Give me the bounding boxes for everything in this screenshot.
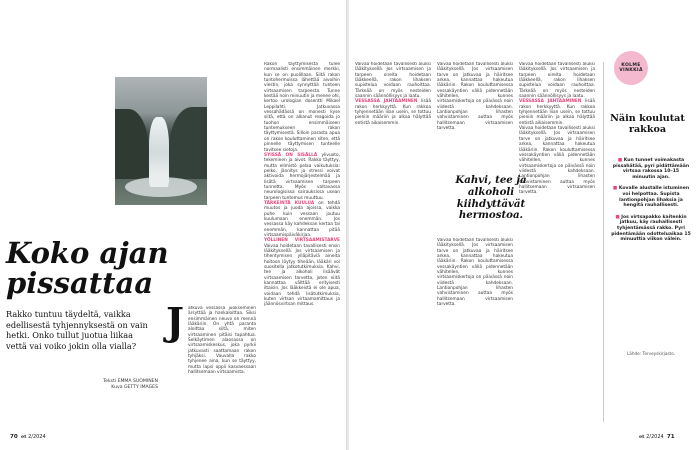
photo-cliff-right — [169, 107, 207, 179]
body-column-5 — [519, 62, 595, 416]
photo-cliff-left — [115, 109, 149, 179]
body-paragraph: on tehdä muutos ja juoda ajoissa, vaikka puhe kuin vessaan joutuu kuulumaan enemmän. Jos vessassa käy kahdeksan kertaa tai enemmän, kannattaa pitää virtsaamispäiväkirjaa. — [264, 200, 340, 238]
body-column-3 — [355, 62, 431, 416]
bullet-icon: ■ — [617, 158, 624, 163]
tip-text: Kun tunnet voimakasta pissahätää, pyri pidättämään virtsaa rakossa 10–15 minuutin ajan. — [612, 158, 690, 180]
page-number: 70 — [10, 434, 18, 440]
drop-cap: J — [166, 299, 184, 344]
body-column-1-top — [188, 306, 256, 402]
tip-item — [611, 215, 691, 243]
body-column-4-bottom — [437, 238, 513, 416]
body-paragraph: lisää rakon herkkyyttä. Kun rakkoa tyhjennetään liian usein, se tottuu pieniin määriin ja alkaa hälyttää entistä aikaisemmin. — [355, 99, 431, 126]
page-number: 71 — [666, 434, 675, 440]
body-paragraph: lisää rakon herkkyyttä. Kun rakkoa tyhjennetään liian usein, se tottuu pieniin määriin ja alkaa hälyttää entistä aikaisemmin. — [519, 99, 595, 126]
section-kicker: YÖLLINEN VIRTSAAMISTARVE — [264, 238, 340, 244]
tip-item — [611, 158, 691, 180]
magazine-name: et — [20, 434, 27, 440]
left-footer — [10, 434, 46, 440]
issue-number: 2/2024 — [646, 434, 664, 440]
body-paragraph: atkuva vessassa juokseminen ärsyttää ja hankaloittaa. Siksi ensimmäinen neuvo on mennä lääkäriin. On yhtä paranta aloittaa siitä, miten virtsaaminen pitäisi tapahtua. Selkäytimen alaosassa on virtsaamiskeskus, joka pyrkii jatkuvasti saattamaan rakon tyhjäksi. Vauvalla rakko tyhjenee aina, kun se täyttyy, mutta lapsi oppii kasvaessaan hallitsemaan virtsaamista. — [188, 306, 256, 376]
tips-badge — [614, 51, 648, 85]
body-paragraph: ylivuoto, tekeminen ja aivot. Rakko täyttyy, mutta elimistö pelaa vaikutuksia: pelko, jännitys ja stressi voivat aktivoida hermojärjestelmää ja lisätä virtsaamisen tarpeen tunnetta. Myös valtavassa neurologisissa sairauksissa usean tarpeen tuntemus muuttuu. — [264, 152, 340, 201]
article-headline: Koko ajan pissattaa — [6, 236, 169, 300]
section-kicker: SYISSÄ ON SISÄLLÄ — [264, 152, 318, 158]
magazine-name: et — [639, 434, 645, 440]
sidebar-title: Näin koulutat rakkoa — [610, 113, 685, 135]
sidebar-divider — [603, 62, 604, 422]
article-credits — [78, 379, 158, 391]
photo-mist — [125, 177, 197, 197]
section-kicker: TÄRKEINTÄ KUULUA — [264, 200, 315, 206]
body-paragraph: Vaivaa hoidetaan tavallisesti aluksi lääkityksellä. Jos virtsaamisen tarve on jatkuvaa ja häiritsee arkea, kannattaa hakeutua lääkäriin. Rakon kouluttamisessa vessakäyntien väliä pidennetään vähitellen, kunnes virtsaamiskertoja on päivässä noin viidestä kahdeksaan. Lantionpohjan lihasten vahvistaminen auttaa myös hallitsemaan virtsaamisen tarvetta. — [519, 126, 595, 196]
tip-text: Kovalle alustalle istuminen voi helpottaa. Supista lantionpohjan lihaksia ja hengitä rauhallisesti. — [618, 186, 690, 209]
body-paragraph: Rakon täyttymisestä tulee normaalisti ensimmäinen merkki, kun se on puolillaan. Siitä rakon tuntohermoissa lähettää aivoihin viestin, joka synnyttää tunteen virtsaamisen tarpeesta. Tunne kestää noin minuutin ja menee ohi, kertoo urologian dosentti Mikael Leppilahti. Jatkuvassa vessahädässä on monesti kyse siitä, että on alkanut reagoida jo tuohon ensimmäiseen tuntemukseen rakon täyttymisestä. Silloin parasta apua on rakon kouluttaminen siten, että pinnelle täyttymisen tunteelle tavitsee sietoja. — [264, 62, 340, 153]
right-page — [349, 0, 696, 450]
tips-source: Lähde: Terveyskirjasto. — [626, 351, 676, 356]
body-paragraph: Vaivaa hoidetaan tavallisesti aluksi lääkityksellä. Jos virtsaamisen ja tarpeen oireita hoidetaan lääkkeellä, rakon lihaksen supistelua voidaan rauhoittaa. Tärkeää on myös nesteiden saannin säännöllisyys ja laatu. — [355, 62, 431, 100]
tips-list — [611, 158, 691, 249]
body-paragraph: Vaivaa hoidetaan tavallisesti aluksi lääkityksellä. Jos virtsaamisen tarve on jatkuvaa ja häiritsee arkea, kannattaa hakeutua lääkäriin. Rakon kouluttamisessa vessakäyntien väliä pidennetään vähitellen, kunnes virtsaamiskertoja on päivässä noin viidestä kahdeksaan. Lantionpohjan lihasten vahvistaminen auttaa myös hallitsemaan virtsaamisen tarvetta. — [437, 62, 513, 132]
badge-line-1: KOLME — [621, 62, 641, 68]
badge-line-2: VINKKIÄ — [619, 68, 643, 73]
left-page — [0, 0, 347, 450]
pull-quote: Kahvi, tee ja alkoholi kiihdyttävät hermostoa. — [455, 174, 527, 222]
issue-number: 2/2024 — [28, 434, 46, 440]
bullet-icon: ■ — [615, 214, 622, 220]
credit-image: Kuva GETTY IMAGES — [111, 385, 158, 390]
waterfall-photo — [115, 77, 207, 205]
body-column-4-top — [437, 62, 513, 168]
section-kicker: VESSASSA JAHTAAMINEN — [355, 99, 418, 105]
body-column-2 — [264, 62, 340, 416]
right-footer — [639, 434, 675, 440]
article-lead: Rakko tuntuu täydeltä, vaikka edellisestä tyhjennyksestä on vain hetki. Onko tullut juotua liikaa vettä vai voiko jokin olla vialla? — [6, 309, 148, 351]
body-paragraph: Vaivaa hoidetaan tavallisesti aluksi lääkityksellä. Jos virtsaamisen tarve on jatkuvaa ja häiritsee arkea, kannattaa hakeutua lääkäriin. Rakon kouluttamisessa vessakäyntien väliä pidennetään vähitellen, kunnes virtsaamiskertoja on päivässä noin viidestä kahdeksaan. Lantionpohjan lihasten vahvistaminen auttaa myös hallitsemaan virtsaamisen tarvetta. — [437, 238, 513, 308]
body-paragraph: Vaivaa hoidetaan tavallisesti aluksi lääkityksellä. Jos virtsaamisen ja tarpeen oireita hoidetaan lääkkeellä, rakon lihaksen supistelua voidaan rauhoittaa. Tärkeää on myös nesteiden saannin säännöllisyys ja laatu. — [519, 62, 595, 100]
body-paragraph: Vaivaa hoidetaan tavallisesti ensin lääkityksellä. Jos virtsaamisen ja tihentymisen ylläpitäviä aineita hoitoon löytyy tiheään, lääkäri voi suositella jatkotutkimuksia. Kahvi, tee ja alkoholi lisäävät virtsaamisen tarvetta, joten niitä kannattaa välttää erityisesti iltaisin. Jos lääkkeistä ei ole apua, voidaan tehdä lisätutkimuksia, kuten virtsan virtaamamittaus ja jäännösvirtsan mittaus. — [264, 243, 340, 308]
tip-item — [611, 186, 691, 208]
section-kicker: VESSASSA JAHTAAMINEN — [519, 99, 582, 105]
bullet-icon: ■ — [612, 186, 619, 192]
credit-text: Teksti EMMA SUOMINEN — [103, 379, 158, 384]
tip-text: Jos virtsapakko kaitenkin jatkuu, käy rauhallisesti tyhjentämässä rakko. Pyri pidentämään odotteluaikaa 15 minuuttia viikon välein. — [611, 214, 691, 243]
